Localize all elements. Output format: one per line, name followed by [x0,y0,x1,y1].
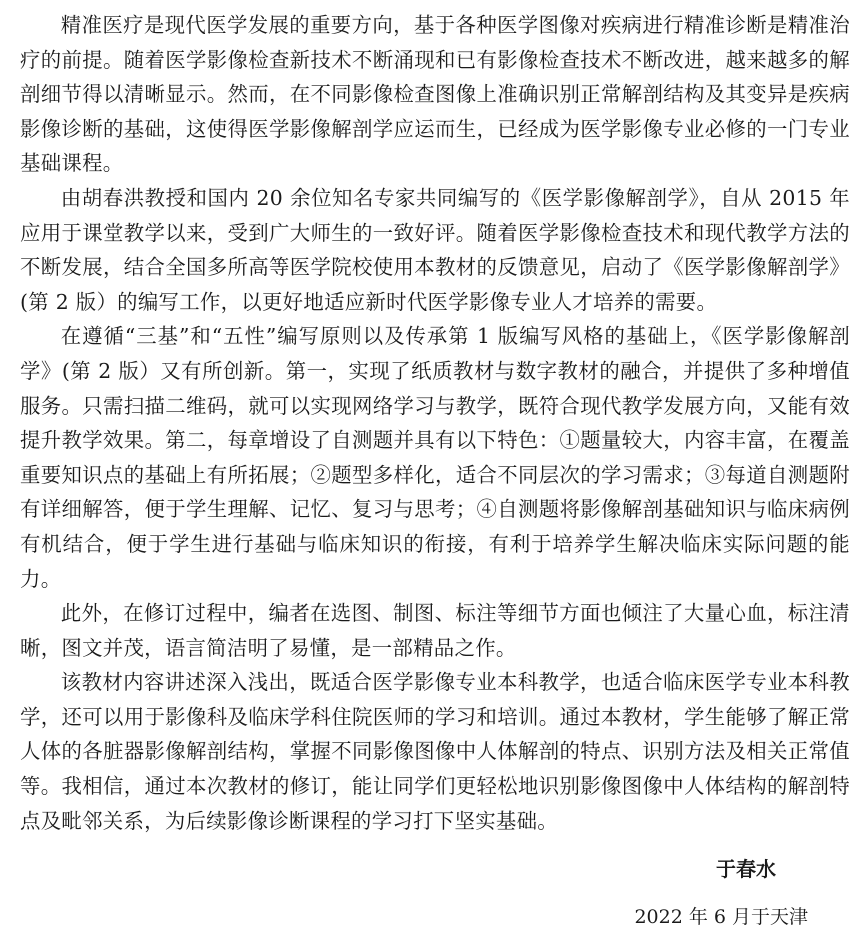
author-name: 于春水 [716,857,776,881]
paragraph: 该教材内容讲述深入浅出，既适合医学影像专业本科教学，也适合临床医学专业本科教学，还可以用于影像科及临床学科住院医师的学习和培训。通过本教材，学生能够了解正常人体的各脏器影像解剖结构，掌握不同影像图像中人体解剖的特点、识别方法及相关正常值等。我相信，通过本次教材的修订，能让同学们更轻松地识别影像图像中人体结构的解剖特点及毗邻关系，为后续影像诊断课程的学习打下坚实基础。 [20,670,850,833]
preface-body [20,8,850,838]
paragraph: 由胡春洪教授和国内 20 余位知名专家共同编写的《医学影像解剖学》，自从 2015 年应用于课堂教学以来，受到广大师生的一致好评。随着医学影像检查技术和现代教学方法的不断发展，结合全国多所高等医学院校使用本教材的反馈意见，启动了《医学影像解剖学》(第 2 版）的编写工作，以更好地适应新时代医学影像专业人才培养的需要。 [20,185,850,314]
signature-block [0,854,808,934]
paragraph: 精准医疗是现代医学发展的重要方向，基于各种医学图像对疾病进行精准诊断是精准治疗的前提。随着医学影像检查新技术不断涌现和已有影像检查技术不断改进，越来越多的解剖细节得以清晰显示。然而，在不同影像检查图像上准确识别正常解剖结构及其变异是疾病影像诊断的基础，这使得医学影像解剖学应运而生，已经成为医学影像专业必修的一门专业基础课程。 [20,13,850,176]
paragraph: 此外，在修订过程中，编者在选图、制图、标注等细节方面也倾注了大量心血，标注清晰，图文并茂，语言简洁明了易懂，是一部精品之作。 [20,601,850,660]
date-place: 2022 年 6 月于天津 [634,906,808,928]
paragraph: 在遵循“三基”和“五性”编写原则以及传承第 1 版编写风格的基础上，《医学影像解剖学》(第 2 版）又有所创新。第一，实现了纸质教材与数字教材的融合，并提供了多种增值服务。只需扫描二维码，就可以实现网络学习与教学，既符合现代教学发展方向，又能有效提升教学效果。第二，每章增设了自测题并具有以下特色：①题量较大，内容丰富，在覆盖重要知识点的基础上有所拓展；②题型多样化，适合不同层次的学习需求；③每道自测题附有详细解答，便于学生理解、记忆、复习与思考；④自测题将影像解剖基础知识与临床病例有机结合，便于学生进行基础与临床知识的衔接，有利于培养学生解决临床实际问题的能力。 [20,324,850,591]
